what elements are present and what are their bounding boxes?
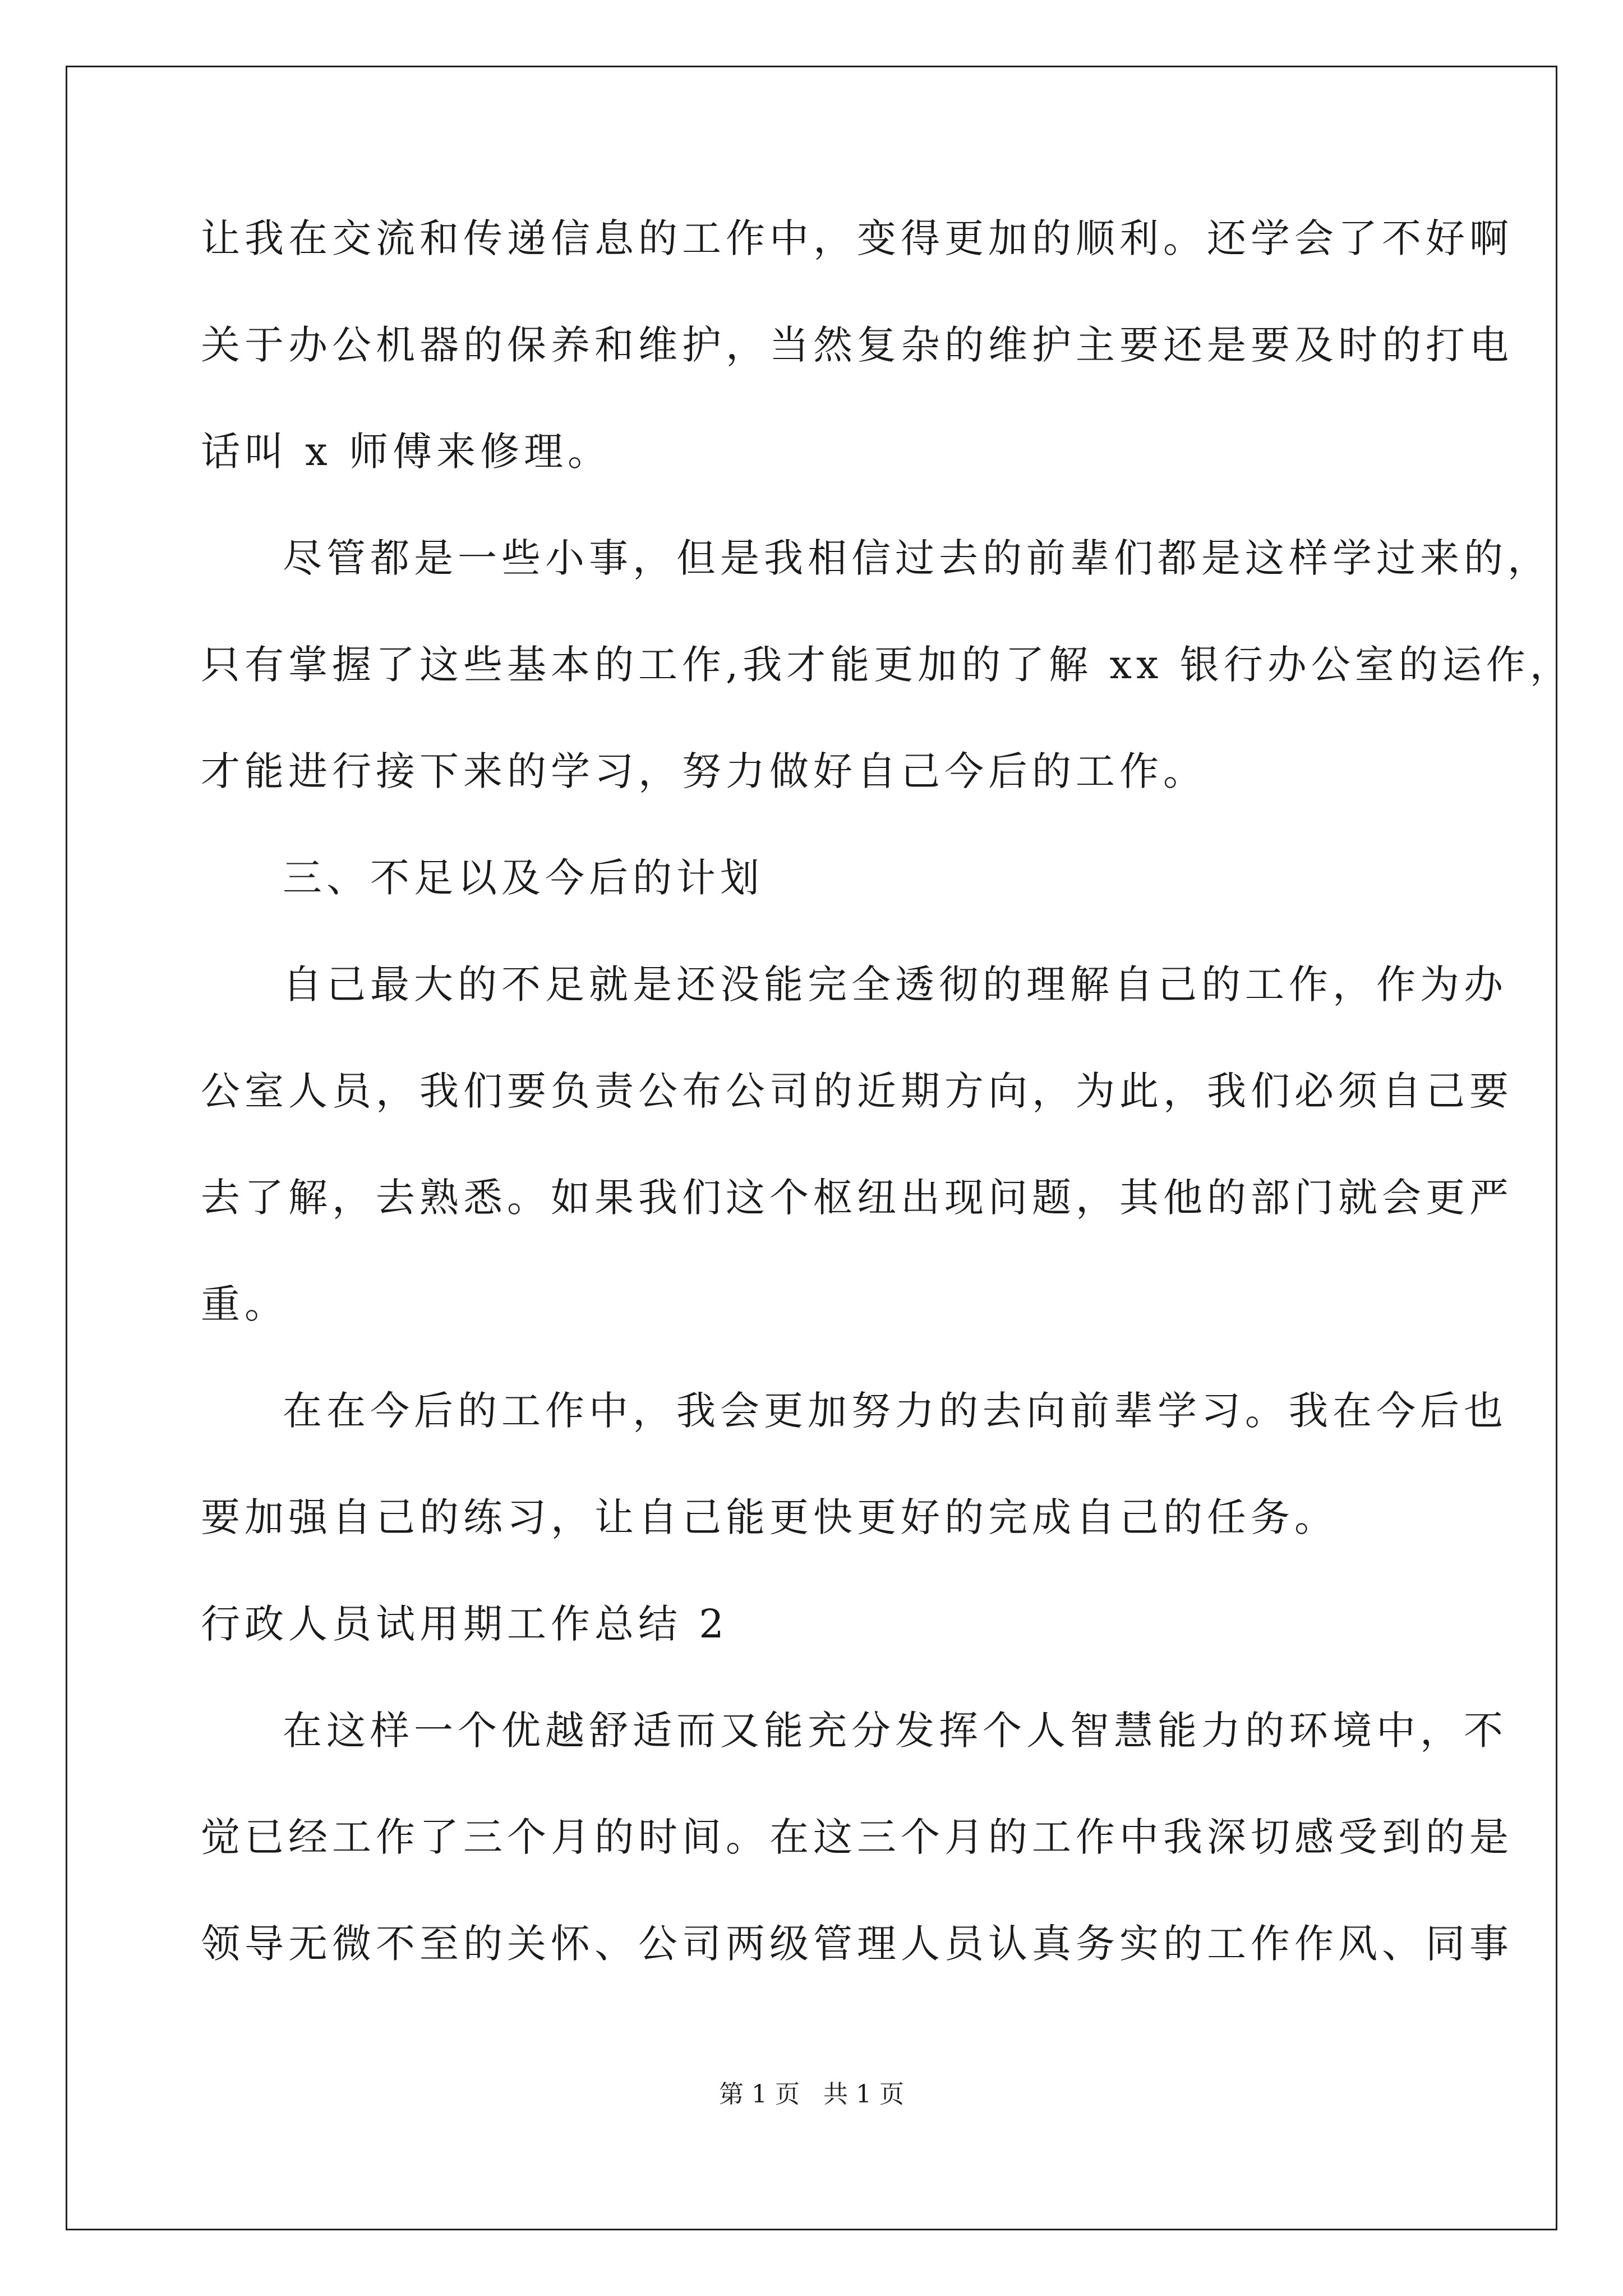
document-title: 行政人员试用期工作总结 2: [201, 1601, 728, 1647]
text-line: 领导无微不至的关怀、公司两级管理人员认真务实的工作作风、同事: [201, 1921, 1513, 1967]
text-line: 公室人员，我们要负责公布公司的近期方向，为此，我们必须自己要: [201, 1068, 1513, 1114]
text-line: 觉已经工作了三个月的时间。在这三个月的工作中我深切感受到的是: [201, 1814, 1513, 1860]
text-line: 尽管都是一些小事，但是我相信过去的前辈们都是这样学过来的，: [283, 535, 1551, 581]
text-line: 关于办公机器的保养和维护，当然复杂的维护主要还是要及时的打电: [201, 322, 1513, 368]
text-line: 重。: [201, 1281, 288, 1327]
page-border: [66, 66, 1557, 2230]
text-line: 只有掌握了这些基本的工作,我才能更加的了解 xx 银行办公室的运作，: [201, 642, 1574, 688]
text-line: 要加强自己的练习，让自己能更快更好的完成自己的任务。: [201, 1494, 1338, 1540]
text-line: 自己最大的不足就是还没能完全透彻的理解自己的工作，作为办: [283, 961, 1507, 1007]
text-line: 在在今后的工作中，我会更加努力的去向前辈学习。我在今后也: [283, 1388, 1507, 1434]
text-line: 才能进行接下来的学习，努力做好自己今后的工作。: [201, 748, 1207, 794]
section-heading: 三、不足以及今后的计划: [283, 855, 764, 901]
text-line: 去了解，去熟悉。如果我们这个枢纽出现问题，其他的部门就会更严: [201, 1175, 1513, 1221]
text-line: 话叫 x 师傅来修理。: [201, 429, 611, 475]
text-line: 让我在交流和传递信息的工作中，变得更加的顺利。还学会了不好啊: [201, 215, 1513, 261]
text-line: 在这样一个优越舒适而又能充分发挥个人智慧能力的环境中，不: [283, 1708, 1507, 1754]
page-number-footer: 第 1 页 共 1 页: [719, 2080, 904, 2109]
